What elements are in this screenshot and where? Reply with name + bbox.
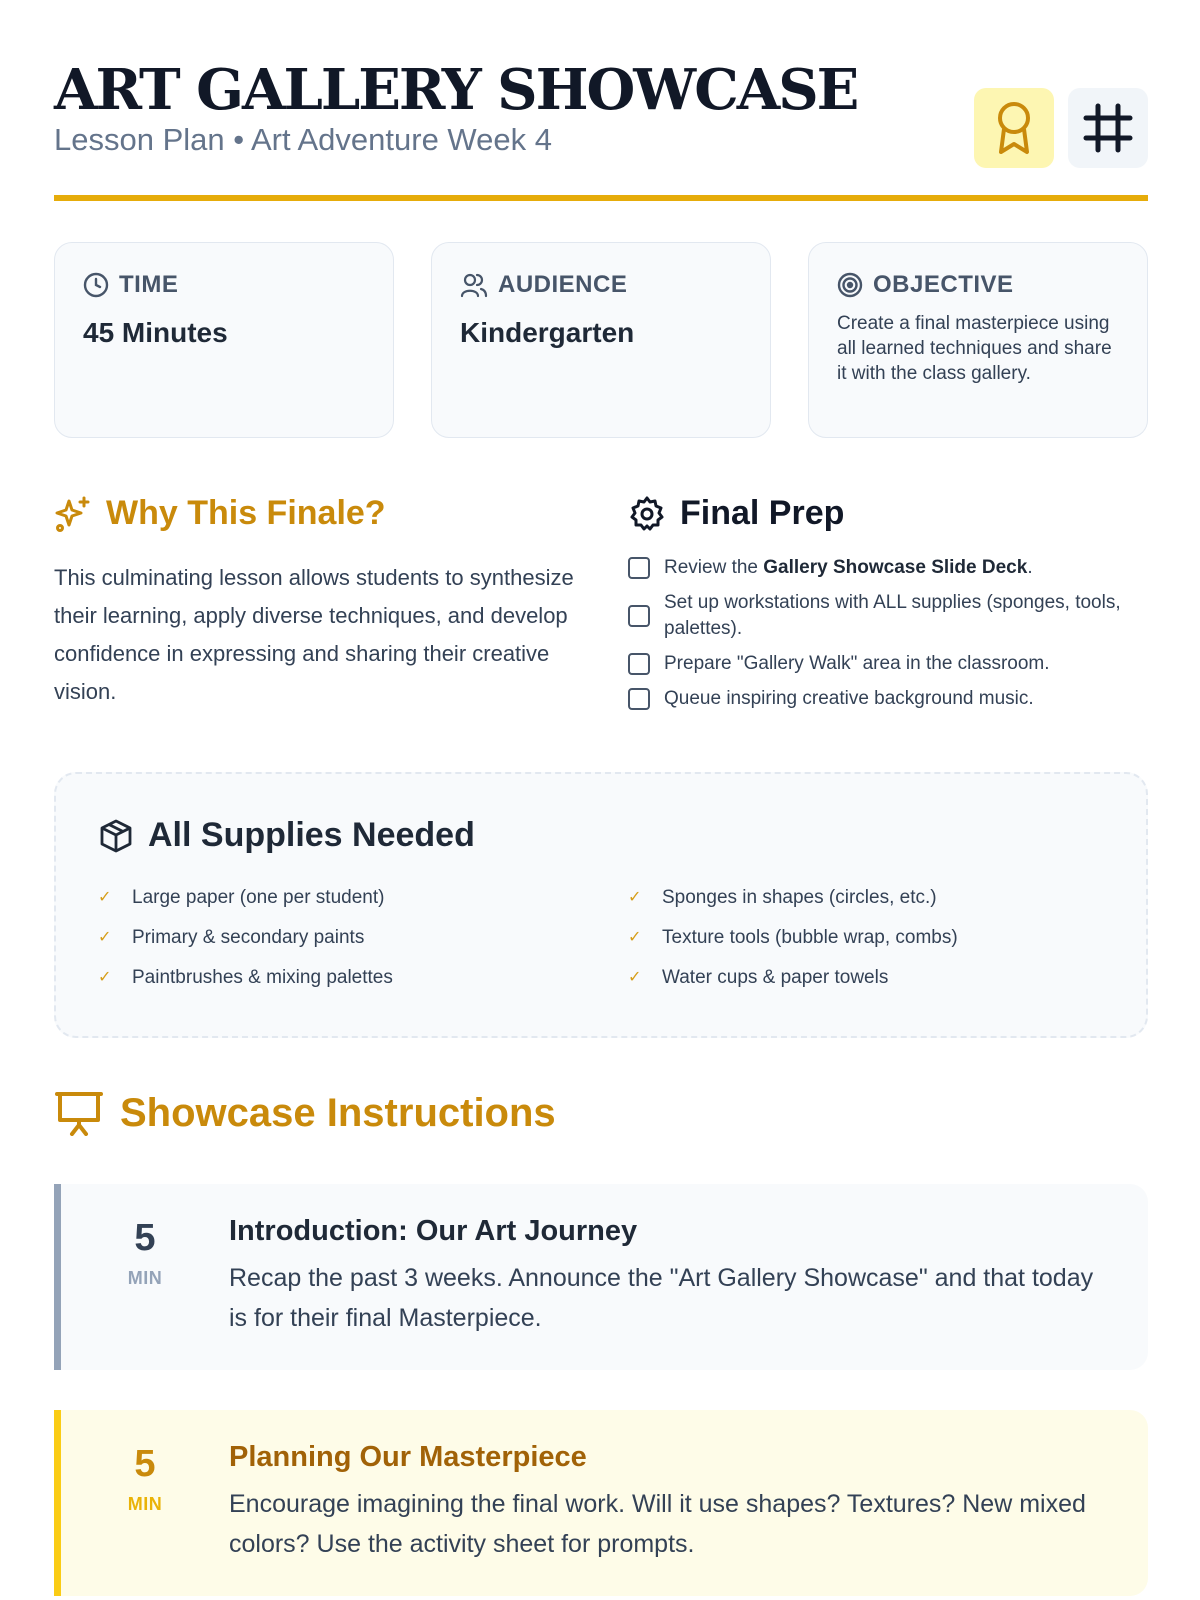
audience-card (431, 242, 771, 438)
prep-checkbox[interactable] (628, 688, 650, 710)
supply-item: ✓ Primary & secondary paints (98, 925, 628, 951)
objective-label: OBJECTIVE (873, 271, 1014, 298)
page-subtitle: Lesson Plan • Art Adventure Week 4 (54, 122, 552, 157)
users-icon (460, 272, 488, 298)
step-body (229, 1440, 1108, 1566)
prep-item-text: Set up workstations with ALL supplies (sponges, tools, palettes). (664, 592, 1121, 639)
why-heading (54, 494, 584, 533)
time-card-header (83, 271, 365, 299)
step-unit: MIN (127, 1268, 163, 1288)
box-icon (98, 818, 134, 854)
step-duration (61, 1214, 229, 1340)
prep-checklist (628, 555, 1148, 712)
check-icon: ✓ (628, 929, 642, 946)
presentation-icon (54, 1090, 104, 1136)
step-description: Encourage imagining the final work. Will it use shapes? Textures? New mixed colors? Use the activity sheet for prompts. (229, 1490, 1086, 1558)
check-icon: ✓ (98, 929, 112, 946)
supplies-panel (54, 772, 1148, 1038)
instruction-step (54, 1410, 1148, 1596)
step-body (229, 1214, 1108, 1340)
prep-heading (628, 494, 1148, 533)
audience-label: AUDIENCE (498, 271, 628, 298)
step-duration (61, 1440, 229, 1566)
prep-checkbox[interactable] (628, 653, 650, 675)
prep-item (628, 686, 1148, 712)
objective-card-header (837, 271, 1119, 299)
step-title: Introduction: Our Art Journey (229, 1215, 638, 1247)
prep-checkbox[interactable] (628, 605, 650, 627)
page-header (54, 58, 1148, 158)
check-icon: ✓ (628, 889, 642, 906)
supplies-heading (98, 816, 1104, 855)
supply-item: ✓ Large paper (one per student) (98, 885, 628, 911)
why-title: Why This Finale? (106, 494, 386, 532)
info-cards (54, 242, 1148, 438)
sparkles-icon (54, 495, 92, 533)
objective-card (808, 242, 1148, 438)
prep-checkbox[interactable] (628, 557, 650, 579)
prep-title: Final Prep (680, 494, 845, 532)
clock-icon (83, 272, 109, 298)
supplies-list (98, 885, 1104, 991)
step-description: Recap the past 3 weeks. Announce the "Art Gallery Showcase" and that today is for their final Masterpiece. (229, 1264, 1094, 1332)
why-section (54, 494, 584, 711)
audience-value: Kindergarten (460, 317, 635, 348)
step-minutes: 5 (134, 1217, 156, 1259)
time-label: TIME (119, 271, 179, 298)
supplies-title: All Supplies Needed (148, 816, 475, 854)
prep-item (628, 590, 1148, 642)
check-icon: ✓ (98, 889, 112, 906)
instruction-step (54, 1184, 1148, 1370)
time-card (54, 242, 394, 438)
check-icon: ✓ (628, 969, 642, 986)
prep-item-text: Queue inspiring creative background music. (664, 688, 1034, 709)
instructions-heading (54, 1090, 556, 1136)
prep-item (628, 651, 1148, 677)
supply-item: ✓ Water cups & paper towels (628, 965, 1128, 991)
prep-item-text: Prepare "Gallery Walk" area in the classroom. (664, 653, 1050, 674)
header-actions (974, 88, 1148, 168)
page-title: ART GALLERY SHOWCASE (54, 57, 858, 123)
time-value: 45 Minutes (83, 317, 228, 348)
prep-section (628, 494, 1148, 721)
why-text: This culminating lesson allows students to synthesize their learning, apply diverse techniques, and develop confidence in expressing and sharing their creative vision. (54, 565, 574, 704)
supply-item: ✓ Paintbrushes & mixing palettes (98, 965, 628, 991)
audience-card-header (460, 271, 742, 299)
instructions-title: Showcase Instructions (120, 1090, 556, 1135)
header-divider (54, 195, 1148, 201)
step-title: Planning Our Masterpiece (229, 1441, 587, 1473)
gear-icon (628, 495, 666, 533)
prep-item-text: Review the Gallery Showcase Slide Deck. (664, 557, 1033, 578)
step-minutes: 5 (134, 1443, 156, 1485)
award-icon[interactable] (974, 88, 1054, 168)
objective-text: Create a final masterpiece using all learned techniques and share it with the class gallery. (837, 313, 1112, 384)
hash-icon[interactable] (1068, 88, 1148, 168)
target-icon (837, 272, 863, 298)
prep-item (628, 555, 1148, 581)
supply-item: ✓ Texture tools (bubble wrap, combs) (628, 925, 1128, 951)
step-unit: MIN (127, 1494, 163, 1514)
check-icon: ✓ (98, 969, 112, 986)
supply-item: ✓ Sponges in shapes (circles, etc.) (628, 885, 1128, 911)
